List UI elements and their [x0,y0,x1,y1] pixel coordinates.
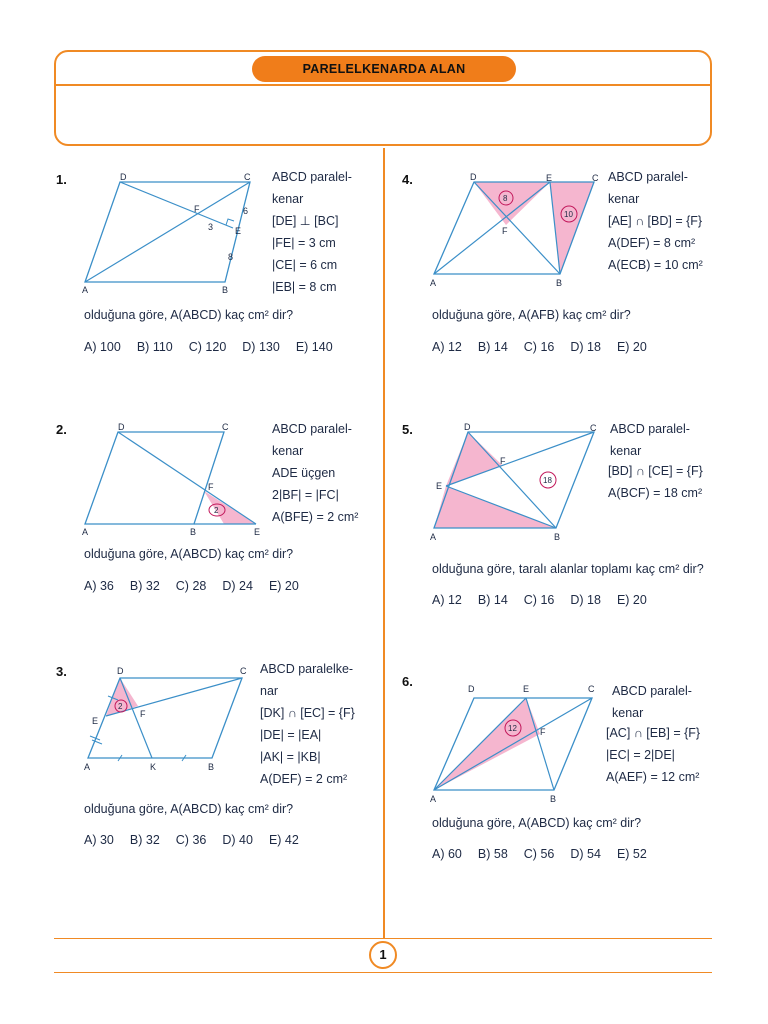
label-a: A [430,794,437,804]
given-line: ADE üçgen [272,466,336,480]
problem-1-choices [84,340,349,354]
segment-eb-length: 8 [228,252,234,262]
footer-line-top [54,938,712,939]
problem-5-number: 5. [402,422,413,437]
label-b: B [550,794,557,804]
given-line: A(BFE) = 2 cm² [272,510,359,524]
label-b: B [208,762,215,772]
label-d: D [470,172,477,182]
given-line: |CE| = 6 cm [272,258,338,272]
choice-c[interactable]: C) 16 [523,340,555,354]
problem-2-number: 2. [56,422,67,437]
problem-6-given [606,722,700,788]
given-line: ABCD paralel- [272,422,352,436]
given-line: A(DEF) = 2 cm² [260,772,348,786]
label-f: F [208,482,214,492]
problem-4-given-head [608,166,688,210]
label-a: A [430,278,437,288]
given-line: ABCD paralel- [612,684,692,698]
choice-c[interactable]: C) 28 [175,579,207,593]
label-e: E [254,527,261,537]
label-d: D [117,666,124,676]
given-line: 2|BF| = |FC| [272,488,339,502]
area-label: 18 [543,476,552,485]
label-f: F [194,204,200,214]
label-a: A [430,532,437,542]
choice-c[interactable]: C) 16 [523,593,555,607]
label-e: E [546,173,553,183]
page-number: 1 [369,941,397,969]
given-line: kenar [610,444,642,458]
choice-a[interactable]: A) 36 [84,579,114,593]
given-line: ABCD paralelke- [260,662,354,676]
problem-6-question: olduğuna göre, A(ABCD) kaç cm² dir? [432,816,642,830]
problem-1-figure [80,170,270,295]
problem-3-question: olduğuna göre, A(ABCD) kaç cm² dir? [84,802,294,816]
given-line: |EC| = 2|DE| [606,748,675,762]
choice-b[interactable]: B) 32 [129,833,160,847]
label-d: D [468,684,475,694]
given-line: [DK] ∩ [EC] = {F} [260,706,355,720]
problem-3-figure [80,664,260,776]
problem-4-number: 4. [402,172,413,187]
area-label-ecb: 10 [564,210,573,219]
segment-fe-length: 3 [208,222,214,232]
label-d: D [120,172,127,182]
given-line: A(AEF) = 12 cm² [606,770,700,784]
label-b: B [222,285,229,295]
choice-d[interactable]: D) 40 [222,833,253,847]
label-d: D [464,422,471,432]
given-line: nar [260,684,279,698]
problem-4-figure [428,170,608,295]
given-line: ABCD paralel- [272,170,352,184]
problem-3-choices [84,833,315,847]
area-label-def: 8 [503,194,508,203]
choice-e[interactable]: E) 52 [616,847,647,861]
given-line: kenar [612,706,644,720]
given-line: [AE] ∩ [BD] = {F} [608,214,703,228]
label-e: E [235,226,242,236]
problem-1-number: 1. [56,172,67,187]
choice-e[interactable]: E) 42 [268,833,299,847]
label-a: A [84,762,91,772]
problem-2-given [272,418,358,528]
given-line: kenar [608,192,640,206]
area-label: 2 [118,702,123,711]
label-c: C [590,423,597,433]
choice-d[interactable]: D) 18 [570,593,601,607]
given-line: [DE] ⊥ [BC] [272,214,339,228]
area-label: 2 [214,506,219,515]
choice-d[interactable]: D) 54 [570,847,601,861]
problem-4-question: olduğuna göre, A(AFB) kaç cm² dir? [432,308,631,322]
given-line: kenar [272,192,304,206]
choice-a[interactable]: A) 12 [432,593,462,607]
choice-a[interactable]: A) 12 [432,340,462,354]
label-c: C [588,684,595,694]
problem-2-question: olduğuna göre, A(ABCD) kaç cm² dir? [84,547,294,561]
area-label: 12 [508,724,517,733]
label-c: C [244,172,251,182]
label-f: F [502,226,508,236]
label-f: F [140,709,146,719]
label-a: A [82,285,89,295]
problem-5-question: olduğuna göre, taralı alanlar toplamı kaç cm² dir? [432,562,704,576]
segment-ce-length: 6 [243,206,249,216]
given-line: A(ECB) = 10 cm² [608,258,703,272]
choice-b[interactable]: B) 58 [477,847,508,861]
problem-6-given-head [612,680,692,724]
label-c: C [222,422,229,432]
page-title: PARELELKENARDA ALAN [252,56,516,82]
problem-2-choices [84,579,315,593]
choice-c[interactable]: C) 56 [523,847,555,861]
problem-5-given-head [610,418,690,462]
choice-a[interactable]: A) 60 [432,847,462,861]
given-line: |AK| = |KB| [260,750,321,764]
problem-6-number: 6. [402,674,413,689]
problem-5-choices [432,593,663,607]
given-line: kenar [272,444,304,458]
choice-e[interactable]: E) 20 [268,579,299,593]
problem-2-figure [80,420,270,540]
footer-line-bottom [54,972,712,973]
label-e: E [436,481,443,491]
problem-5-figure [428,420,608,545]
problem-6-figure [428,680,608,805]
given-line: |EB| = 8 cm [272,280,337,294]
label-c: C [240,666,247,676]
problem-4-given [608,210,703,276]
given-line: [BD] ∩ [CE] = {F} [608,464,703,478]
label-b: B [556,278,563,288]
column-divider [383,148,385,938]
problem-1-given [272,166,352,298]
problem-1-question: olduğuna göre, A(ABCD) kaç cm² dir? [84,308,294,322]
choice-d[interactable]: D) 130 [242,340,280,354]
given-line: |FE| = 3 cm [272,236,336,250]
choice-a[interactable]: A) 100 [84,340,121,354]
label-b: B [190,527,197,537]
choice-b[interactable]: B) 14 [477,593,508,607]
problem-6-choices [432,847,663,861]
choice-d[interactable]: D) 24 [222,579,253,593]
given-line: A(BCF) = 18 cm² [608,486,703,500]
label-f: F [500,456,506,466]
label-d: D [118,422,125,432]
given-line: |DE| = |EA| [260,728,322,742]
problem-5-given [608,460,703,504]
choice-c[interactable]: C) 36 [175,833,207,847]
choice-d[interactable]: D) 18 [570,340,601,354]
label-c: C [592,173,599,183]
choice-e[interactable]: E) 20 [616,593,647,607]
label-f: F [540,727,546,737]
problem-4-choices [432,340,663,354]
choice-b[interactable]: B) 32 [129,579,160,593]
choice-c[interactable]: C) 120 [188,340,227,354]
given-line: ABCD paralel- [610,422,690,436]
choice-e[interactable]: E) 20 [616,340,647,354]
problem-3-number: 3. [56,664,67,679]
given-line: A(DEF) = 8 cm² [608,236,696,250]
choice-a[interactable]: A) 30 [84,833,114,847]
label-e: E [523,684,530,694]
label-a: A [82,527,89,537]
label-k: K [150,762,157,772]
header-divider [54,84,712,86]
given-line: [AC] ∩ [EB] = {F} [606,726,701,740]
choice-e[interactable]: E) 140 [295,340,333,354]
problem-3-given [260,658,355,790]
choice-b[interactable]: B) 14 [477,340,508,354]
given-line: ABCD paralel- [608,170,688,184]
label-e: E [92,716,99,726]
choice-b[interactable]: B) 110 [136,340,173,354]
label-b: B [554,532,561,542]
